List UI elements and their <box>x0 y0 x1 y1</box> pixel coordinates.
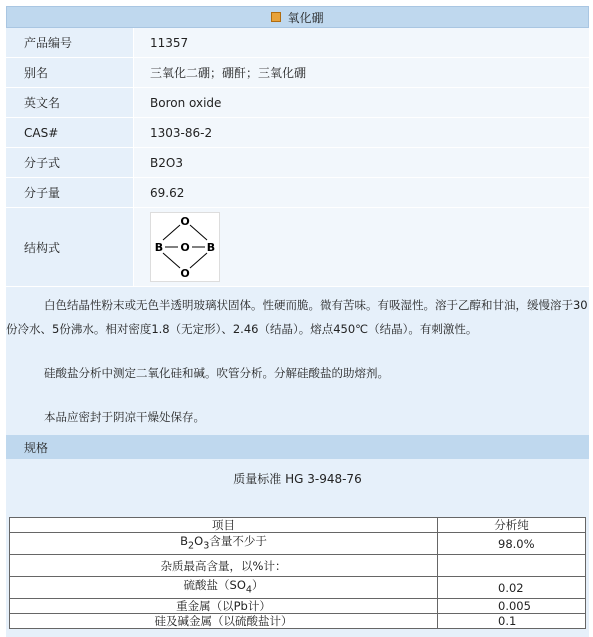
atom-o-mid: O <box>180 241 190 254</box>
prop-key: 分子式 <box>6 148 134 177</box>
table-header-item: 项目 <box>10 518 438 533</box>
table-row <box>10 614 586 629</box>
prop-value: 三氧化二硼；硼酐；三氧化硼 <box>134 58 589 87</box>
table-cell-item: 硫酸盐$(SO_4)$ <box>10 577 438 599</box>
prop-value <box>134 208 589 286</box>
atom-o-top: O <box>180 215 190 228</box>
description-uses: 硅酸盐分析中测定二氧化硅和碱。吹管分析。分解硅酸盐的助熔剂。 <box>44 366 389 380</box>
prop-row-alias <box>6 58 589 88</box>
prop-row-product-number <box>6 28 589 58</box>
spec-table-wrap <box>6 517 589 637</box>
description-storage: 本品应密封于阴凉干燥处保存。 <box>44 410 205 424</box>
table-row <box>10 599 586 614</box>
title-bar <box>6 6 589 28</box>
table-header-grade: 分析纯 <box>438 518 586 533</box>
prop-value: 11357 <box>134 28 589 57</box>
quality-standard: 质量标准 HG 3-948-76 <box>6 459 589 497</box>
atom-b-right: B <box>206 241 216 254</box>
prop-key: 产品编号 <box>6 28 134 57</box>
prop-key: 分子量 <box>6 178 134 207</box>
bond <box>163 225 180 240</box>
atom-o-bottom: O <box>180 267 190 280</box>
spec-table <box>9 517 586 629</box>
prop-row-molar-mass <box>6 178 589 208</box>
table-cell-value: 0.02 <box>438 577 586 599</box>
atom-b-left: B <box>154 241 164 254</box>
prop-row-structure <box>6 208 589 287</box>
table-row <box>10 533 586 555</box>
table-header-row <box>10 518 586 533</box>
prop-value: 69.62 <box>134 178 589 207</box>
description <box>6 287 589 435</box>
table-row <box>10 555 586 577</box>
table-cell-value: 0.1 <box>438 614 586 629</box>
prop-key: 结构式 <box>6 208 134 286</box>
table-row <box>10 577 586 599</box>
description-properties: 白色结晶性粉末或无色半透明玻璃状固体。性硬而脆。微有苦味。有吸湿性。溶于乙醇和甘油，缓慢溶于30份冷水、5份沸水。相对密度1.8（无定形）、2.46（结晶）。熔点450℃（结晶）。有刺激性。 <box>6 298 588 336</box>
table-cell-item: $B_2O_3$含量不少于 <box>10 533 438 555</box>
spec-header: 规格 <box>6 435 589 459</box>
prop-key: CAS# <box>6 118 134 147</box>
bullet-icon <box>271 12 281 22</box>
bond <box>163 253 180 268</box>
prop-value: Boron oxide <box>134 88 589 117</box>
bond <box>190 225 207 240</box>
bond <box>190 253 207 268</box>
table-cell-value: 98.0% <box>438 533 586 555</box>
table-cell-item: 重金属（以Pb计） <box>10 599 438 614</box>
table-cell-item: 硅及碱金属（以硫酸盐计） <box>10 614 438 629</box>
structure-diagram <box>150 212 220 282</box>
prop-key: 英文名 <box>6 88 134 117</box>
prop-row-cas <box>6 118 589 148</box>
table-cell-value: 0.005 <box>438 599 586 614</box>
prop-value: 1303-86-2 <box>134 118 589 147</box>
product-page <box>6 6 589 637</box>
prop-key: 别名 <box>6 58 134 87</box>
table-cell-item: 杂质最高含量，以%计： <box>10 555 438 577</box>
prop-row-english-name <box>6 88 589 118</box>
prop-value: B2O3 <box>134 148 589 177</box>
prop-row-formula <box>6 148 589 178</box>
page-title: 氧化硼 <box>287 10 324 25</box>
table-cell-value <box>438 555 586 577</box>
